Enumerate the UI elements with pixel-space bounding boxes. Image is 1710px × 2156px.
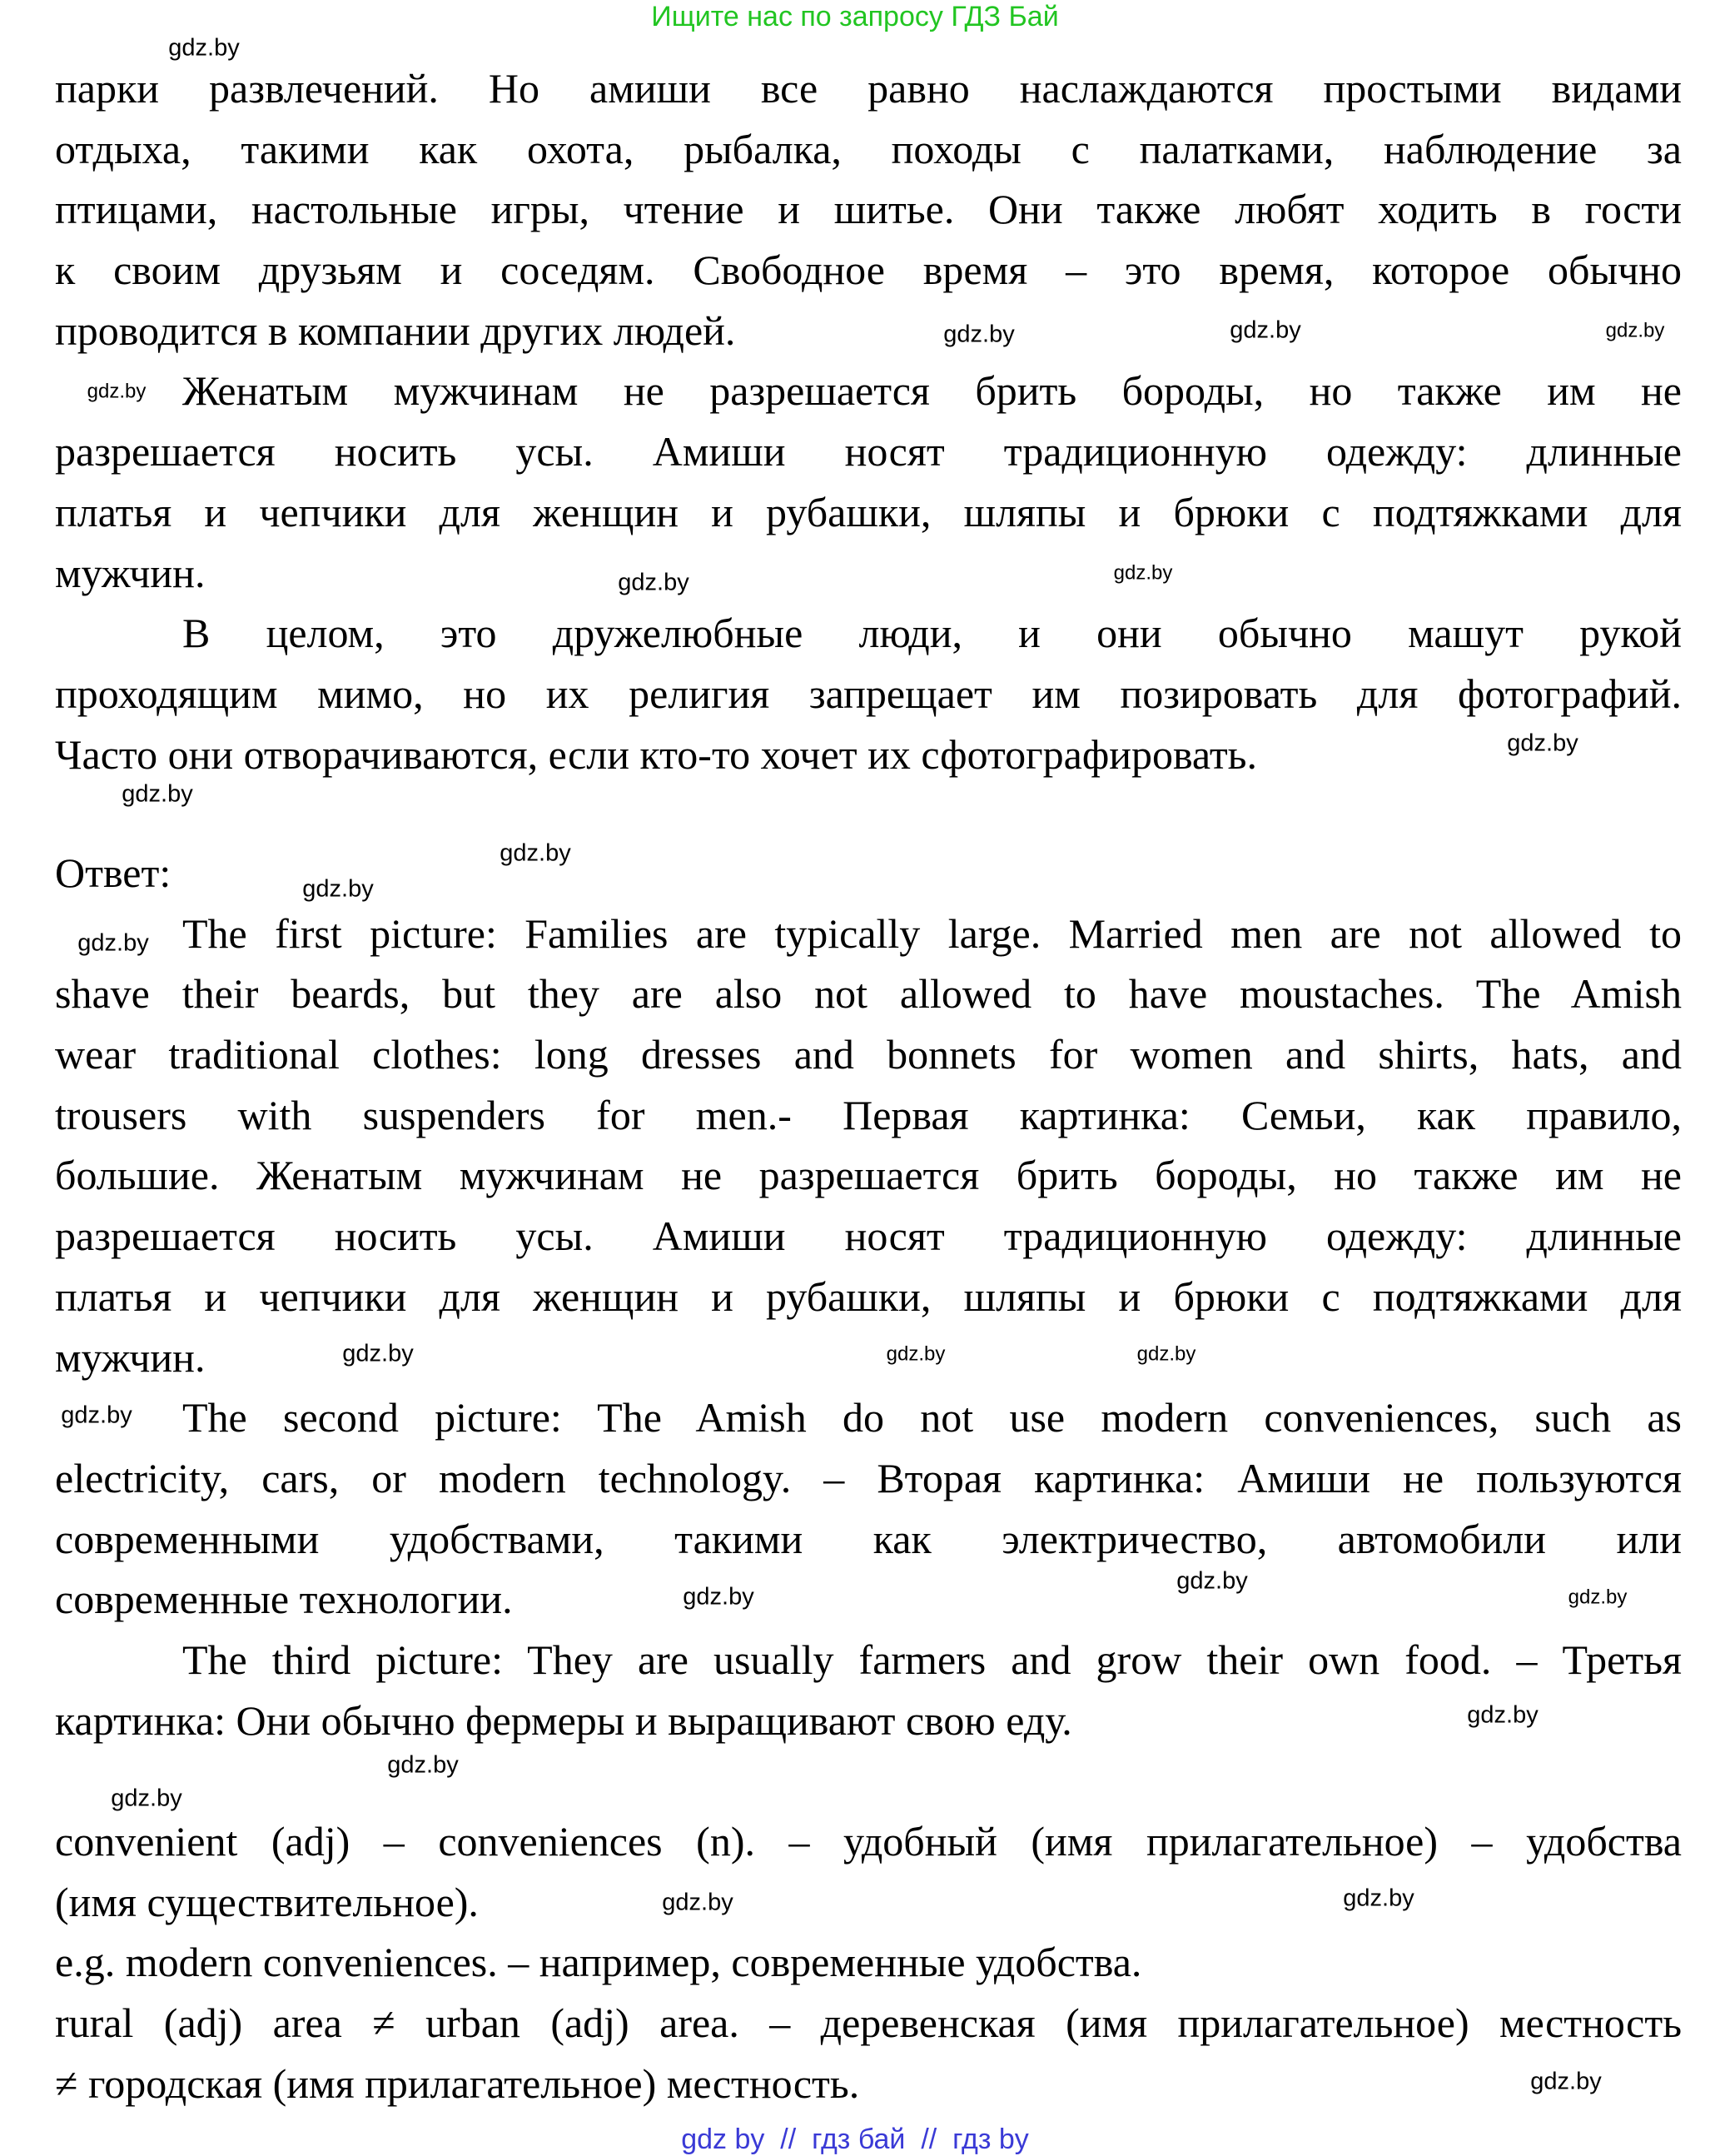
text-block-answer <box>55 843 1682 1750</box>
header-banner: Ищите нас по запросу ГДЗ Бай <box>651 1 1059 32</box>
watermark: gdz.by <box>77 929 149 957</box>
text-line: парки развлечений. Но амиши все равно наслаждаются простыми видами <box>55 65 1682 112</box>
watermark: gdz.by <box>302 875 374 903</box>
watermark: gdz.by <box>168 34 240 62</box>
watermark: gdz.by <box>1605 319 1665 342</box>
watermark: gdz.by <box>1136 1342 1196 1366</box>
text-line: electricity, cars, or modern technology. – Вторая картинка: Амиши не пользуются <box>55 1454 1682 1501</box>
text-line: платья и чепчики для женщин и рубашки, шляпы и брюки с подтяжками для <box>55 488 1682 535</box>
text-line: проводится в компании других людей. <box>55 306 736 354</box>
watermark: gdz.by <box>683 1583 754 1611</box>
watermark: gdz.by <box>61 1402 132 1429</box>
watermark: gdz.by <box>1568 1586 1628 1609</box>
watermark: gdz.by <box>618 569 689 596</box>
watermark: gdz.by <box>122 780 193 808</box>
text-line: отдыха, такими как охота, рыбалка, походы с палатками, наблюдение за <box>55 125 1682 172</box>
watermark: gdz.by <box>500 839 571 867</box>
watermark: gdz.by <box>1230 316 1301 344</box>
watermark: gdz.by <box>87 380 147 403</box>
text-line: rural (adj) area ≠ urban (adj) area. – деревенская (имя прилагательное) местность <box>55 1999 1682 2047</box>
text-line: (имя существительное). <box>55 1878 479 1925</box>
watermark: gdz.by <box>1176 1567 1248 1595</box>
text-line: trousers with suspenders for men.- Первая картинка: Семьи, как правило, <box>55 1091 1682 1138</box>
watermark: gdz.by <box>1467 1701 1539 1729</box>
text-line: проходящим мимо, но их религия запрещает им позировать для фотографий. <box>55 670 1682 717</box>
text-line: The third picture: They are usually farmers and grow their own food. – Третья <box>182 1636 1682 1683</box>
text-line: The second picture: The Amish do not use modern conveniences, such as <box>182 1394 1682 1441</box>
text-line: разрешается носить усы. Амиши носят традиционную одежду: длинные <box>55 428 1682 476</box>
watermark: gdz.by <box>1507 729 1578 757</box>
watermark: gdz.by <box>387 1751 459 1779</box>
text-line: платья и чепчики для женщин и рубашки, шляпы и брюки с подтяжками для <box>55 1272 1682 1320</box>
watermark: gdz.by <box>943 321 1015 348</box>
text-line: разрешается носить усы. Амиши носят традиционную одежду: длинные <box>55 1212 1682 1260</box>
text-line: большие. Женатым мужчинам не разрешается брить бороды, но также им не <box>55 1152 1682 1199</box>
text-line: В целом, это дружелюбные люди, и они обычно машут рукой <box>182 610 1682 657</box>
text-line: The first picture: Families are typically large. Married men are not allowed to <box>182 909 1682 957</box>
text-line: современными удобствами, такими как электричество, автомобили или <box>55 1515 1682 1562</box>
footer-links: gdz by // гдз бай // гдз by <box>681 2124 1029 2155</box>
watermark: gdz.by <box>1530 2068 1602 2095</box>
text-line: wear traditional clothes: long dresses and bonnets for women and shirts, hats, and <box>55 1031 1682 1078</box>
text-line: современные технологии. <box>55 1576 513 1623</box>
text-line: ≠ городская (имя прилагательное) местность. <box>55 2059 860 2107</box>
text-line: мужчин. <box>55 1333 206 1381</box>
text-line: Женатым мужчинам не разрешается брить бороды, но также им не <box>182 367 1682 415</box>
text-line: к своим друзьям и соседям. Свободное время – это время, которое обычно <box>55 246 1682 294</box>
watermark: gdz.by <box>1343 1885 1414 1912</box>
text-line: convenient (adj) – conveniences (n). – удобный (имя прилагательное) – удобства <box>55 1818 1682 1865</box>
text-line: мужчин. <box>55 549 206 596</box>
text-line: shave their beards, but they are also not allowed to have moustaches. The Amish <box>55 970 1682 1018</box>
watermark: gdz.by <box>886 1342 946 1366</box>
text-block-story <box>55 58 1682 784</box>
text-block-vocabulary <box>55 1811 1682 2114</box>
watermark: gdz.by <box>1113 561 1173 585</box>
answer-heading: Ответ: <box>55 849 171 896</box>
watermark: gdz.by <box>342 1340 414 1367</box>
text-line: e.g. modern conveniences. – например, современные удобства. <box>55 1939 1142 1986</box>
watermark: gdz.by <box>111 1785 182 1812</box>
text-line: птицами, настольные игры, чтение и шитье. Они также любят ходить в гости <box>55 186 1682 233</box>
watermark: gdz.by <box>662 1889 733 1916</box>
text-line: картинка: Они обычно фермеры и выращивают свою еду. <box>55 1696 1072 1744</box>
text-line: Часто они отворачиваются, если кто-то хочет их сфотографировать. <box>55 730 1257 778</box>
